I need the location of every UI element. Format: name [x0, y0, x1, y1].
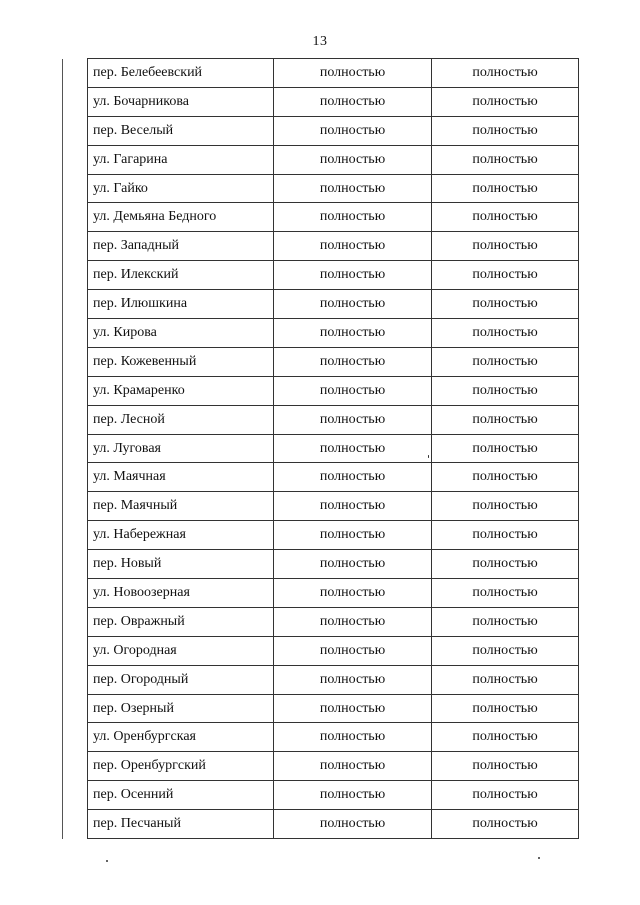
street-name-cell: ул. Демьяна Бедного	[88, 203, 274, 232]
table-row	[63, 232, 579, 261]
coverage-cell-1: полностью	[274, 781, 432, 810]
street-name-cell: ул. Луговая	[88, 434, 274, 463]
coverage-cell-2: полностью	[432, 723, 579, 752]
row-margin-cell	[63, 116, 88, 145]
coverage-cell-2: полностью	[432, 607, 579, 636]
coverage-cell-2: полностью	[432, 59, 579, 88]
table-row	[63, 810, 579, 839]
row-margin-cell	[63, 579, 88, 608]
street-name-cell: ул. Крамаренко	[88, 376, 274, 405]
street-name-cell: пер. Западный	[88, 232, 274, 261]
street-name-cell: ул. Бочарникова	[88, 87, 274, 116]
coverage-cell-2: полностью	[432, 579, 579, 608]
row-margin-cell	[63, 347, 88, 376]
table-row	[63, 636, 579, 665]
street-name-cell: ул. Гагарина	[88, 145, 274, 174]
coverage-cell-1: полностью	[274, 145, 432, 174]
table-row	[63, 492, 579, 521]
table-row	[63, 87, 579, 116]
coverage-cell-1: полностью	[274, 694, 432, 723]
table-row	[63, 463, 579, 492]
street-name-cell: пер. Лесной	[88, 405, 274, 434]
row-margin-cell	[63, 376, 88, 405]
table-row	[63, 261, 579, 290]
coverage-cell-1: полностью	[274, 550, 432, 579]
street-name-cell: ул. Набережная	[88, 521, 274, 550]
row-margin-cell	[63, 59, 88, 88]
row-margin-cell	[63, 810, 88, 839]
coverage-cell-1: полностью	[274, 723, 432, 752]
row-margin-cell	[63, 665, 88, 694]
streets-table	[62, 58, 579, 839]
street-name-cell: ул. Кирова	[88, 319, 274, 348]
table-row	[63, 723, 579, 752]
coverage-cell-2: полностью	[432, 145, 579, 174]
street-name-cell: пер. Веселый	[88, 116, 274, 145]
coverage-cell-2: полностью	[432, 521, 579, 550]
coverage-cell-2: полностью	[432, 752, 579, 781]
row-margin-cell	[63, 463, 88, 492]
coverage-cell-1: полностью	[274, 347, 432, 376]
coverage-cell-1: полностью	[274, 463, 432, 492]
street-name-cell: пер. Озерный	[88, 694, 274, 723]
coverage-cell-1: полностью	[274, 607, 432, 636]
coverage-cell-2: полностью	[432, 87, 579, 116]
street-name-cell: ул. Гайко	[88, 174, 274, 203]
coverage-cell-2: полностью	[432, 810, 579, 839]
coverage-cell-2: полностью	[432, 781, 579, 810]
coverage-cell-2: полностью	[432, 463, 579, 492]
streets-table-container	[62, 58, 572, 839]
row-margin-cell	[63, 261, 88, 290]
scan-speck	[428, 455, 429, 458]
row-margin-cell	[63, 550, 88, 579]
table-row	[63, 290, 579, 319]
coverage-cell-2: полностью	[432, 290, 579, 319]
row-margin-cell	[63, 607, 88, 636]
coverage-cell-1: полностью	[274, 261, 432, 290]
coverage-cell-2: полностью	[432, 550, 579, 579]
coverage-cell-2: полностью	[432, 319, 579, 348]
row-margin-cell	[63, 174, 88, 203]
row-margin-cell	[63, 319, 88, 348]
coverage-cell-1: полностью	[274, 203, 432, 232]
street-name-cell: ул. Новоозерная	[88, 579, 274, 608]
table-row	[63, 203, 579, 232]
table-row	[63, 665, 579, 694]
streets-table-body	[63, 59, 579, 839]
coverage-cell-2: полностью	[432, 434, 579, 463]
scan-speck	[106, 860, 108, 862]
coverage-cell-1: полностью	[274, 665, 432, 694]
table-row	[63, 59, 579, 88]
coverage-cell-2: полностью	[432, 203, 579, 232]
scan-speck	[538, 857, 540, 859]
table-row	[63, 694, 579, 723]
coverage-cell-2: полностью	[432, 405, 579, 434]
coverage-cell-2: полностью	[432, 376, 579, 405]
coverage-cell-1: полностью	[274, 232, 432, 261]
coverage-cell-2: полностью	[432, 347, 579, 376]
row-margin-cell	[63, 521, 88, 550]
coverage-cell-1: полностью	[274, 492, 432, 521]
table-row	[63, 319, 579, 348]
street-name-cell: пер. Кожевенный	[88, 347, 274, 376]
street-name-cell: пер. Огородный	[88, 665, 274, 694]
coverage-cell-2: полностью	[432, 232, 579, 261]
row-margin-cell	[63, 492, 88, 521]
street-name-cell: пер. Овражный	[88, 607, 274, 636]
table-row	[63, 607, 579, 636]
table-row	[63, 550, 579, 579]
street-name-cell: пер. Осенний	[88, 781, 274, 810]
row-margin-cell	[63, 694, 88, 723]
coverage-cell-1: полностью	[274, 319, 432, 348]
row-margin-cell	[63, 203, 88, 232]
coverage-cell-2: полностью	[432, 174, 579, 203]
table-row	[63, 405, 579, 434]
street-name-cell: пер. Белебеевский	[88, 59, 274, 88]
table-row	[63, 145, 579, 174]
street-name-cell: пер. Илекский	[88, 261, 274, 290]
table-row	[63, 347, 579, 376]
street-name-cell: ул. Маячная	[88, 463, 274, 492]
street-name-cell: ул. Огородная	[88, 636, 274, 665]
coverage-cell-1: полностью	[274, 174, 432, 203]
coverage-cell-1: полностью	[274, 59, 432, 88]
coverage-cell-1: полностью	[274, 434, 432, 463]
table-row	[63, 579, 579, 608]
table-row	[63, 781, 579, 810]
table-row	[63, 376, 579, 405]
coverage-cell-1: полностью	[274, 376, 432, 405]
row-margin-cell	[63, 405, 88, 434]
table-row	[63, 174, 579, 203]
coverage-cell-1: полностью	[274, 290, 432, 319]
street-name-cell: пер. Новый	[88, 550, 274, 579]
row-margin-cell	[63, 145, 88, 174]
row-margin-cell	[63, 723, 88, 752]
coverage-cell-1: полностью	[274, 405, 432, 434]
coverage-cell-1: полностью	[274, 636, 432, 665]
table-row	[63, 752, 579, 781]
row-margin-cell	[63, 636, 88, 665]
coverage-cell-1: полностью	[274, 752, 432, 781]
street-name-cell: пер. Илюшкина	[88, 290, 274, 319]
coverage-cell-1: полностью	[274, 579, 432, 608]
coverage-cell-2: полностью	[432, 116, 579, 145]
coverage-cell-2: полностью	[432, 694, 579, 723]
page-number: 13	[312, 34, 328, 49]
table-row	[63, 521, 579, 550]
coverage-cell-1: полностью	[274, 87, 432, 116]
row-margin-cell	[63, 290, 88, 319]
row-margin-cell	[63, 87, 88, 116]
table-row	[63, 116, 579, 145]
coverage-cell-1: полностью	[274, 521, 432, 550]
row-margin-cell	[63, 781, 88, 810]
street-name-cell: пер. Маячный	[88, 492, 274, 521]
street-name-cell: пер. Оренбургский	[88, 752, 274, 781]
row-margin-cell	[63, 752, 88, 781]
coverage-cell-2: полностью	[432, 261, 579, 290]
coverage-cell-1: полностью	[274, 810, 432, 839]
row-margin-cell	[63, 232, 88, 261]
table-row	[63, 434, 579, 463]
coverage-cell-1: полностью	[274, 116, 432, 145]
street-name-cell: пер. Песчаный	[88, 810, 274, 839]
coverage-cell-2: полностью	[432, 665, 579, 694]
street-name-cell: ул. Оренбургская	[88, 723, 274, 752]
row-margin-cell	[63, 434, 88, 463]
coverage-cell-2: полностью	[432, 636, 579, 665]
coverage-cell-2: полностью	[432, 492, 579, 521]
